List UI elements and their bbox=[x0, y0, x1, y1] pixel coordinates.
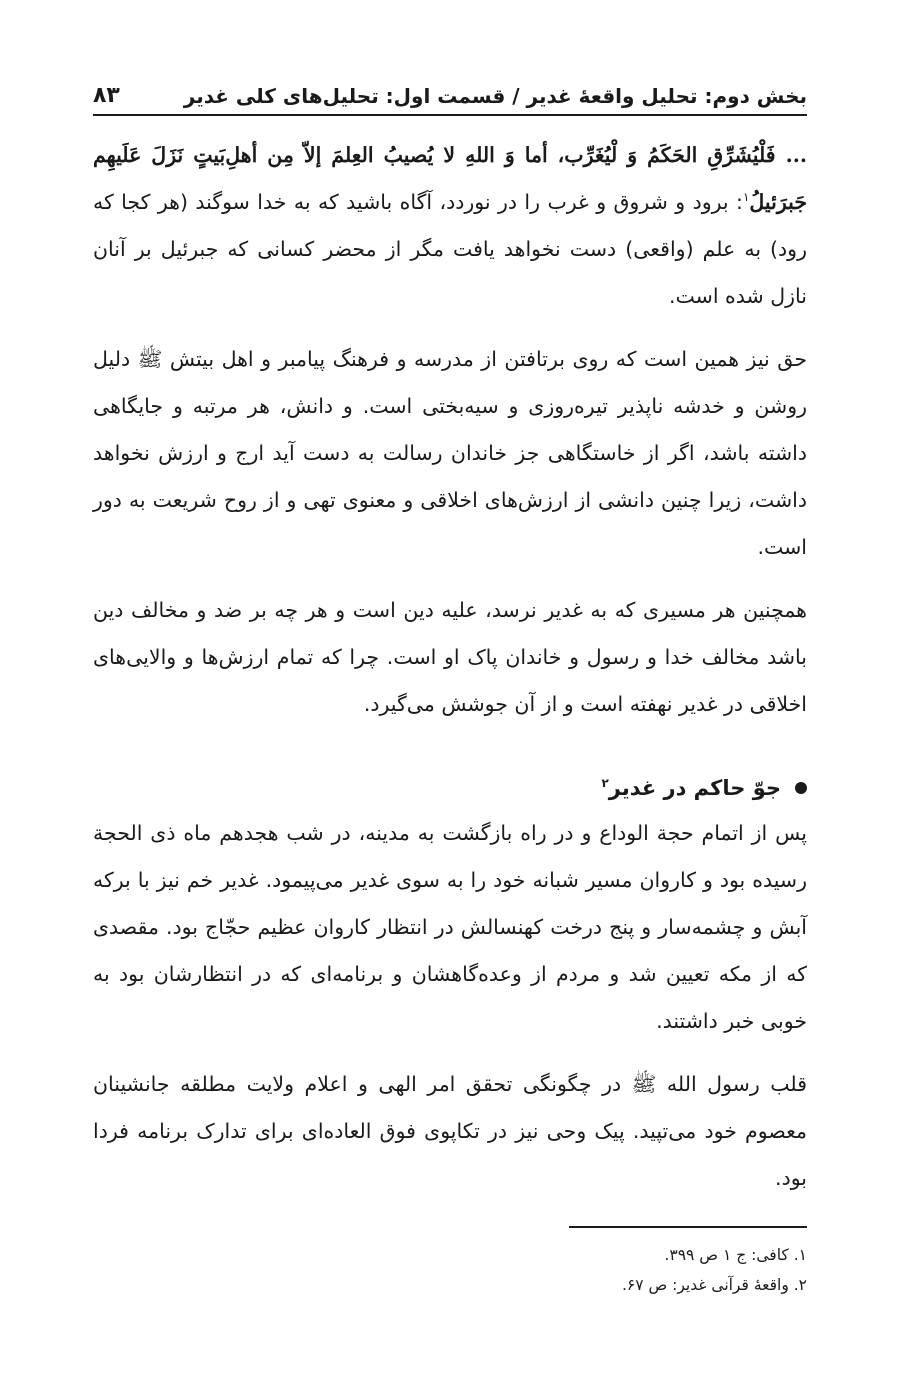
page-header bbox=[93, 60, 807, 116]
page-content bbox=[93, 132, 807, 1300]
paragraph-hadith bbox=[93, 132, 807, 320]
footnotes bbox=[93, 1240, 807, 1300]
heading-label: جوّ حاکم در غدیر bbox=[608, 776, 781, 800]
footnote-ref: ۱ bbox=[742, 190, 750, 205]
footnote: ۱. کافی: ج ۱ ص ۳۹۹. bbox=[664, 1246, 807, 1264]
footnote-divider bbox=[569, 1226, 807, 1228]
section-heading bbox=[93, 768, 807, 808]
heading-text bbox=[601, 768, 781, 808]
paragraph: قلب رسول الله ﷺ در چگونگی تحقق امر الهی و اعلام ولایت مطلقه جانشینان معصوم خود می‌تپید. پیک وحی نیز در تکاپوی فوق العاده‌ای برای تدارک برنامه فردا بود. bbox=[93, 1072, 807, 1190]
translation-text: : برود و شروق و غرب را در نوردد، آگاه باشید که به خدا سوگند (هر کجا که رود) به علم (واقعی) دست نخواهد یافت مگر از محضر کسانی که جبرئیل بر آنان نازل شده است. bbox=[93, 190, 807, 308]
book-page bbox=[93, 60, 807, 1300]
paragraph: همچنین هر مسیری که به غدیر نرسد، علیه دین است و هر چه بر ضد و مخالف دین باشد مخالف خدا و رسول و خاندان پاک او است. چرا که تمام ارزش‌ها و والایی‌های اخلاقی در غدیر نهفته است و از آن جوشش می‌گیرد. bbox=[93, 598, 807, 716]
paragraph: حق نیز همین است که روی برتافتن از مدرسه و فرهنگ پیامبر و اهل بیتش ﷺ دلیل روشن و خدشه ناپذیر تیره‌روزی و سیه‌بختی است. و دانش، هر مرتبه و جایگاهی داشته باشد، اگر از خاستگاهی جز خاندان رسالت به دست آید ارج و ارزش نخواهد داشت، زیرا چنین دانشی از ارزش‌های اخلاقی و معنوی تهی و از روح شریعت به دور است. bbox=[93, 347, 807, 559]
footnote-ref: ۲ bbox=[601, 776, 609, 790]
running-head: بخش دوم: تحلیل واقعهٔ غدیر / قسمت اول: تحلیل‌های کلی غدیر bbox=[183, 84, 807, 108]
bullet-icon bbox=[795, 782, 807, 794]
arabic-quote: ... فَلْيُشَرِّقِ الحَكَمُ وَ لْيُغَرِّب، أما وَ اللهِ لا يُصيبُ العِلمَ إلاّ مِن أهلِ‌بَيتٍ نَزَلَ عَلَيهِم جَبرَئيلُ bbox=[93, 143, 807, 214]
footnote: ۲. واقعهٔ قرآنی غدیر: ص ۶۷. bbox=[621, 1276, 807, 1294]
page-number: ۸۳ bbox=[93, 83, 120, 108]
paragraph: پس از اتمام حجة الوداع و در راه بازگشت به مدینه، در شب هجدهم ماه ذی الحجة رسیده بود و کاروان مسیر شبانه خود را به سوی غدیر می‌پیمود. غدیر خم نیز با برکه آبش و چشمه‌سار و پنج درخت کهنسالش در انتظار کاروان عظیم حجّاج بود. مقصدی که از مکه تعیین شد و مردم از وعده‌گاهشان و برنامه‌ای که در انتظارشان بود به خوبی خبر داشتند. bbox=[93, 821, 807, 1033]
